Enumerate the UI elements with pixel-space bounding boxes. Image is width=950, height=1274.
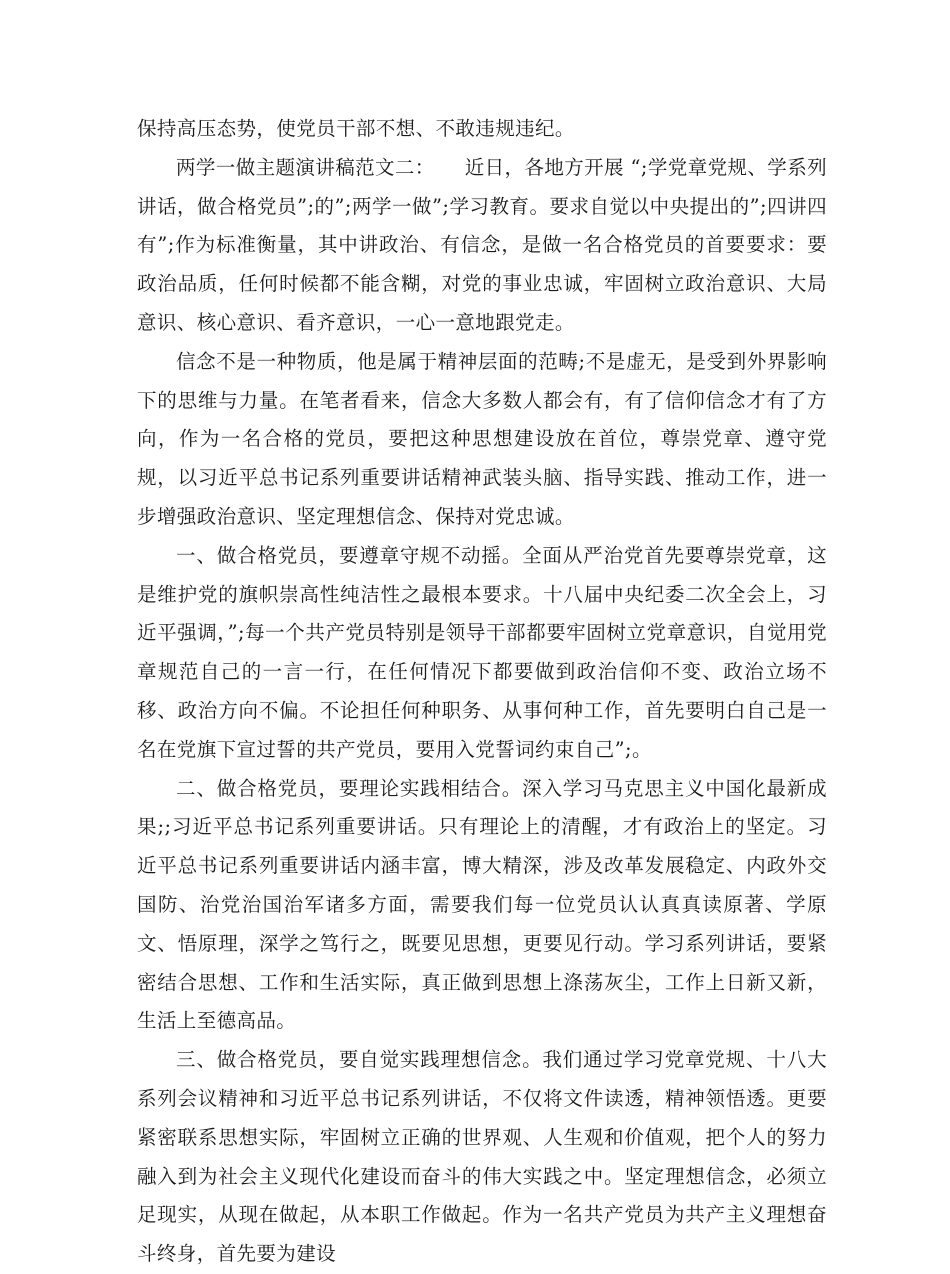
paragraph-point-one: 一、做合格党员，要遵章守规不动摇。全面从严治党首先要尊崇党章，这是维护党的旗帜崇高性纯洁性之最根本要求。十八届中央纪委二次全会上，习近平强调，”;每一个共产党员特别是领导干部都要牢固树立党章意识，自觉用党章规范自己的一言一行，在任何情况下都要做到政治信仰不变、政治立场不移、政治方向不偏。不论担任何种职务、从事何种工作，首先要明白自己是一名在党旗下宣过誓的共产党员，要用入党誓词约束自己”;。 — [137, 543, 827, 761]
paragraph-belief: 信念不是一种物质，他是属于精神层面的范畴;不是虚无，是受到外界影响下的思维与力量。在笔者看来，信念大多数人都会有，有了信仰信念才有了方向，作为一名合格的党员，要把这种思想建设放在首位，尊崇党章、遵守党规，以习近平总书记系列重要讲话精神武装头脑、指导实践、推动工作，进一步增强政治意识、坚定理想信念、保持对党忠诚。 — [137, 349, 827, 528]
paragraph-speech-intro: 两学一做主题演讲稿范文二： 近日，各地方开展 “;学党章党规、学系列讲话，做合格党员”;的”;两学一做”;学习教育。要求自觉以中央提出的”;四讲四有”;作为标准衡量，其中讲政治、有信念，是做一名合格党员的首要要求：要政治品质，任何时候都不能含糊，对党的事业忠诚，牢固树立政治意识、大局意识、核心意识、看齐意识，一心一意地跟党走。 — [137, 155, 827, 334]
paragraph-point-two: 二、做合格党员，要理论实践相结合。深入学习马克思主义中国化最新成果;;习近平总书记系列重要讲话。只有理论上的清醒，才有政治上的坚定。习近平总书记系列重要讲话内涵丰富，博大精深，涉及改革发展稳定、内政外交国防、治党治国治军诸多方面，需要我们每一位党员认认真真读原著、学原文、悟原理，深学之笃行之，既要见思想，更要见行动。学习系列讲话，要紧密结合思想、工作和生活实际，真正做到思想上涤荡灰尘，工作上日新又新，生活上至德高品。 — [137, 776, 827, 1033]
paragraph-continued: 保持高压态势，使党员干部不想、不敢违规违纪。 — [137, 117, 575, 140]
paragraph-point-three: 三、做合格党员，要自觉实践理想信念。我们通过学习党章党规、十八大系列会议精神和习近平总书记系列讲话，不仅将文件读透，精神领悟透。更要紧密联系思想实际，牢固树立正确的世界观、人生观和价值观，把个人的努力融入到为社会主义现代化建设而奋斗的伟大实践之中。坚定理想信念，必须立足现实，从现在做起，从本职工作做起。作为一名共产党员为共产主义理想奋斗终身，首先要为建设 — [137, 1048, 827, 1266]
document-body — [137, 110, 827, 1274]
